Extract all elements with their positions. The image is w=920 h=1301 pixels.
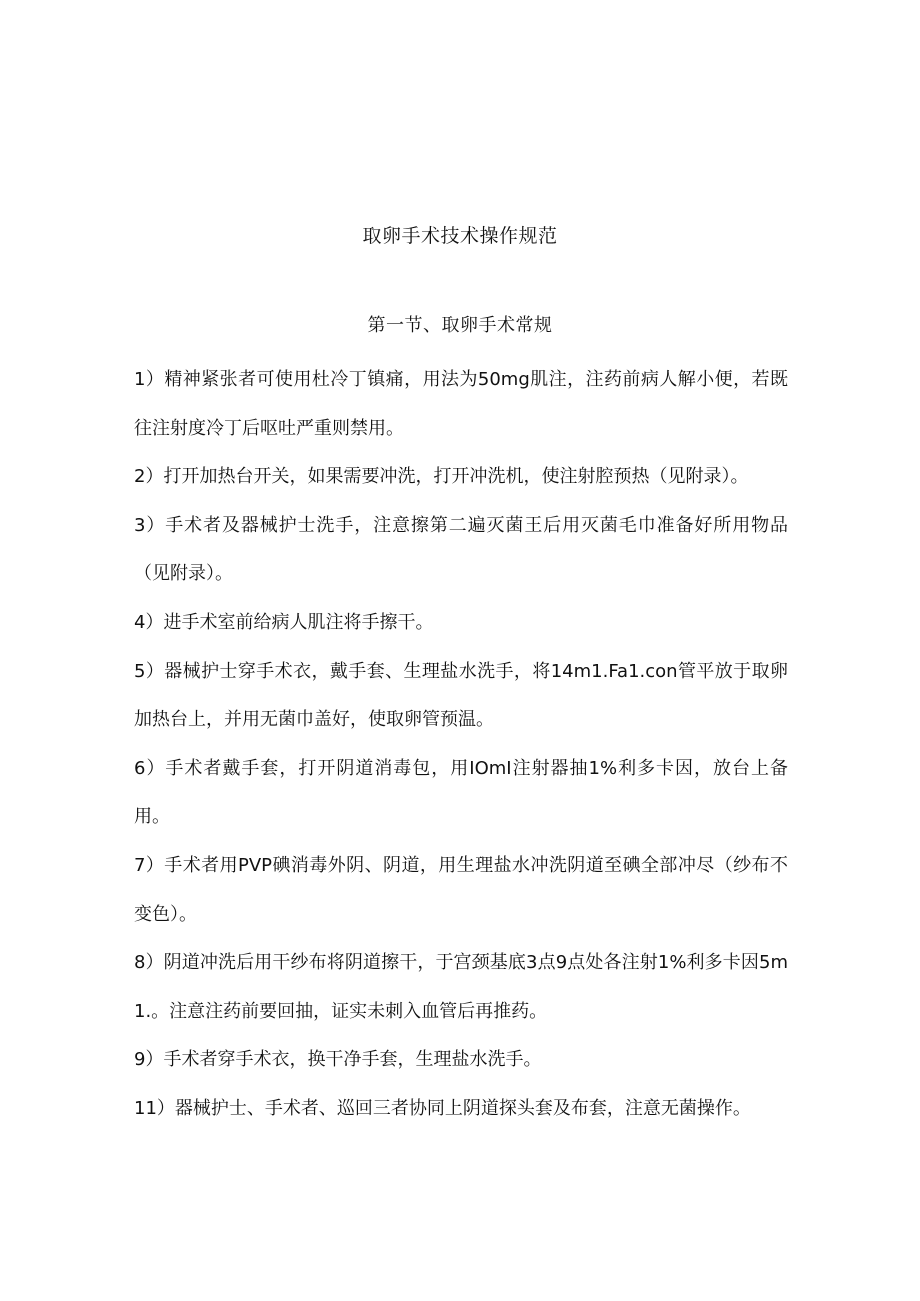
section-title: 第一节、取卵手术常规 [367, 315, 553, 336]
paragraph-4: 4）进手术室前给病人肌注将手擦干。 [134, 611, 434, 633]
paragraph-11: 11）器械护士、手术者、巡回三者协同上阴道探头套及布套，注意无菌操作。 [134, 1097, 751, 1119]
paragraph-8: 8）阴道冲洗后用干纱布将阴道擦干，于宫颈基底3点9点处各注射1%利多卡因5m1.。注意注药前要回抽，证实未刺入血管后再推药。 [134, 952, 788, 1022]
paragraph-3: 3）手术者及器械护士洗手，注意擦第二遍灭菌王后用灭菌毛巾准备好所用物品（见附录）。 [134, 514, 788, 585]
paragraph-1: 1）精神紧张者可使用杜冷丁镇痛，用法为50mg肌注，注药前病人解小便，若既往注射度冷丁后呕吐严重则禁用。 [134, 369, 788, 439]
document-body [134, 356, 788, 1134]
paragraph-9: 9）手术者穿手术衣，换干净手套，生理盐水洗手。 [134, 1049, 542, 1071]
paragraph-2: 2）打开加热台开关，如果需要冲洗，打开冲洗机，使注射腔预热（见附录）。 [134, 466, 749, 488]
paragraph-7: 7）手术者用PVP碘消毒外阴、阴道，用生理盐水冲洗阴道至碘全部冲尽（纱布不变色）。 [134, 854, 788, 925]
paragraph-6: 6）手术者戴手套，打开阴道消毒包，用IOmI注射器抽1%利多卡因，放台上备用。 [134, 757, 788, 828]
paragraph-5: 5）器械护士穿手术衣，戴手套、生理盐水洗手，将14m1.Fa1.con管平放于取卵加热台上，并用无菌巾盖好，使取卵管预温。 [134, 660, 788, 731]
page-title: 取卵手术技术操作规范 [362, 225, 558, 247]
